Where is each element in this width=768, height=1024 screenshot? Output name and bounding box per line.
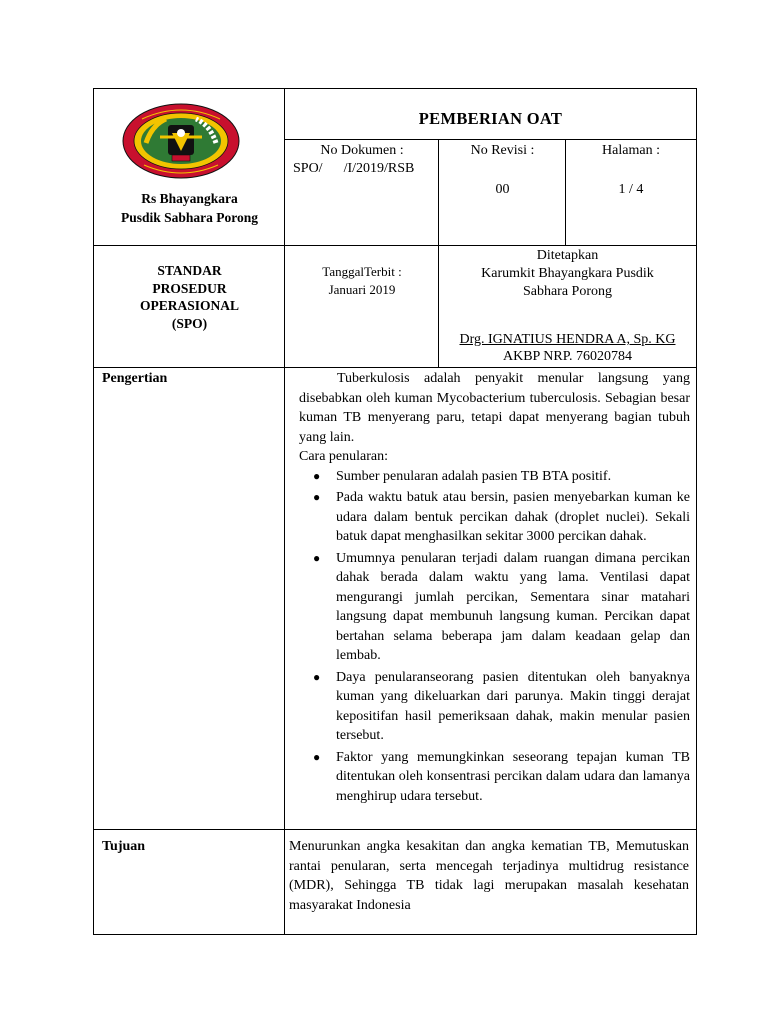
halaman-cell <box>565 139 697 246</box>
list-item <box>299 748 690 807</box>
tujuan-label-cell <box>93 829 285 935</box>
halaman-label: Halaman : <box>602 143 660 158</box>
bullet-icon: ● <box>313 749 321 764</box>
title-cell <box>284 88 697 140</box>
no-dokumen-label: No Dokumen : <box>320 143 404 158</box>
tanggal-terbit-cell <box>284 245 439 368</box>
bullet-icon: ● <box>313 490 321 504</box>
spo-title-cell <box>93 245 285 368</box>
list-item <box>299 488 690 547</box>
spo-line4: (SPO) <box>171 315 208 331</box>
cara-penularan-label: Cara penularan: <box>299 449 389 464</box>
list-item-text: Pada waktu batuk atau bersin, pasien menyebarkan kuman ke udara dalam bentuk percikan dahak (droplet nuclei). Sekali batuk dapat menghasilkan sekitar 3000 percikan dahak. <box>336 490 690 544</box>
list-item-text: Daya penularanseorang pasien ditentukan oleh banyaknya kuman yang dikeluarkan dari parunya. Makin tinggi derajat kepositifan hasil pemeriksaan dahak, makin menular pasien tersebut. <box>336 669 690 743</box>
bullet-icon: ● <box>313 468 321 483</box>
cara-penularan-list <box>299 467 690 807</box>
halaman-value: 1 / 4 <box>618 182 644 197</box>
no-revisi-cell <box>438 139 566 246</box>
tujuan-body-cell <box>284 829 697 935</box>
tanggal-terbit-label: TanggalTerbit : <box>322 264 402 279</box>
no-dokumen-cell <box>284 139 439 246</box>
hospital-name-line1: Rs Bhayangkara <box>141 191 238 206</box>
karumkit-line2: Sabhara Porong <box>522 284 613 299</box>
no-dokumen-value: SPO/ /I/2019/RSB <box>293 161 415 176</box>
list-item-text: Umumnya penularan terjadi dalam ruangan dimana percikan dahak berada dalam waktu yang lama. Ventilasi dapat mengurangi jumlah percikan, Sementara sinar matahari langsung dapat membunuh langsung kuman. Percikan dapat bertahan selama beberapa jam dalam keadaan gelap dan lembab. <box>336 550 690 663</box>
tanggal-terbit-value: Januari 2019 <box>328 282 396 297</box>
pengertian-body-cell <box>284 367 697 830</box>
tujuan-label: Tujuan <box>102 839 146 854</box>
logo-cell <box>93 88 285 246</box>
pengertian-label-cell <box>93 367 285 830</box>
hospital-logo <box>122 103 240 179</box>
tujuan-text: Menurunkan angka kesakitan dan angka kematian TB, Memutuskan rantai penularan, serta mencegah terjadinya multidrug resistance (MDR), Sehingga TB tidak lagi merupakan masalah kesehatan masyarakat Indonesia <box>289 839 689 913</box>
signer-rank: AKBP NRP. 76020784 <box>502 349 632 364</box>
list-item <box>299 668 690 746</box>
karumkit-line1: Karumkit Bhayangkara Pusdik <box>481 266 654 281</box>
hospital-logo-icon <box>122 103 240 179</box>
document-title: PEMBERIAN OAT <box>418 109 563 128</box>
list-item <box>299 549 690 666</box>
ditetapkan-cell <box>438 245 697 368</box>
list-item-text: Faktor yang memungkinkan seseorang tepajan kuman TB ditentukan oleh konsentrasi percikan dalam udara dan lamanya menghirup udara tersebut. <box>336 749 690 804</box>
spo-line3: OPERASIONAL <box>139 298 239 313</box>
list-item <box>299 467 690 487</box>
bullet-icon: ● <box>313 550 321 565</box>
bullet-icon: ● <box>313 669 321 684</box>
no-revisi-label: No Revisi : <box>470 143 535 158</box>
no-revisi-value: 00 <box>495 182 510 197</box>
hospital-name-line2: Pusdik Sabhara Porong <box>120 210 259 225</box>
signer-name: Drg. IGNATIUS HENDRA A, Sp. KG <box>459 332 676 347</box>
spo-line1: STANDAR <box>157 263 222 278</box>
spo-line2: PROSEDUR <box>152 280 227 296</box>
list-item-text: Sumber penularan adalah pasien TB BTA positif. <box>336 468 612 484</box>
pengertian-label: Pengertian <box>102 371 168 386</box>
pengertian-intro: Tuberkulosis adalah penyakit menular langsung yang disebabkan oleh kuman Mycobacterium tuberculosis. Sebagian besar kuman TB menyerang paru, tetapi dapat menyerang bagian tubuh yang lain. <box>299 371 690 445</box>
ditetapkan-label: Ditetapkan <box>536 248 599 263</box>
